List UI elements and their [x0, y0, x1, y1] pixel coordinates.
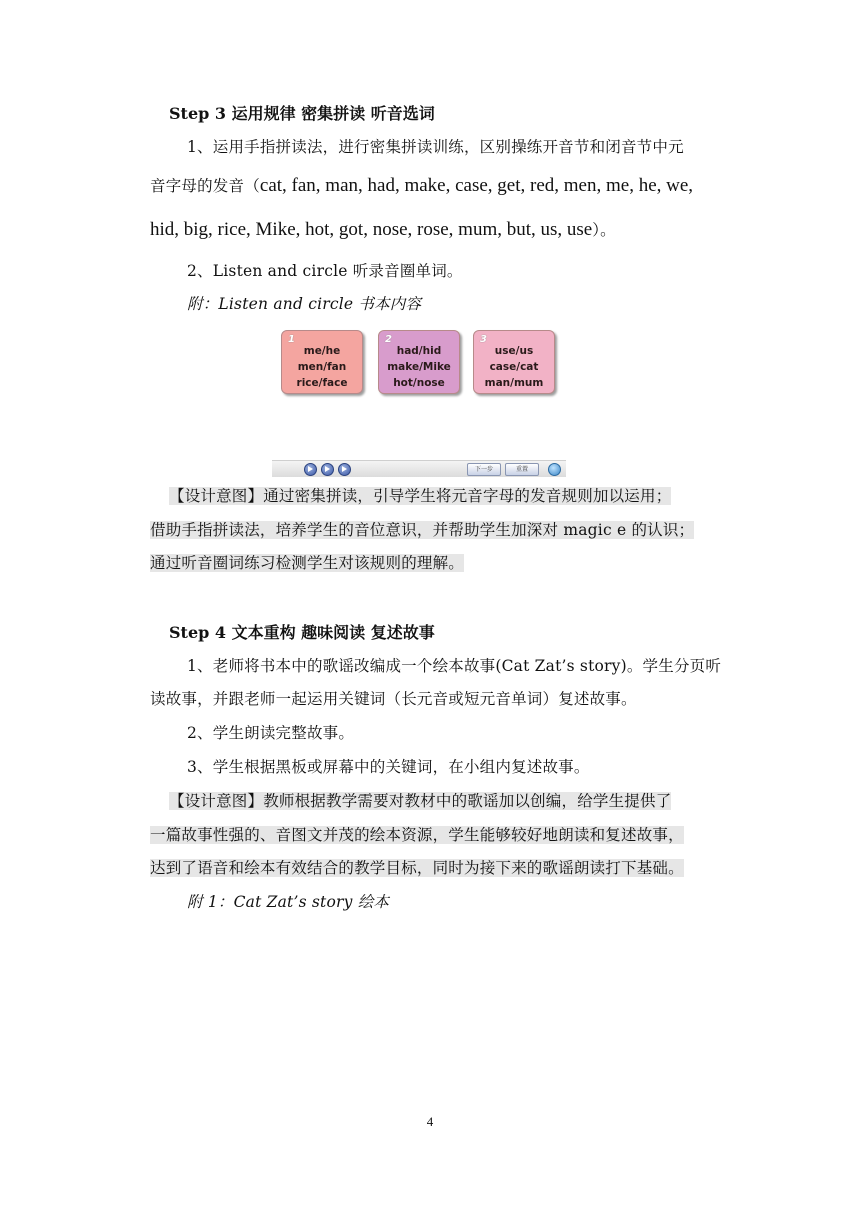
step3-word-list-1: cat, fan, man, had, make, case, get, red, men, me, he, we,: [259, 175, 694, 196]
card-word-pair[interactable]: me/he: [303, 345, 341, 357]
step4-paragraph2: 2、学生朗读完整故事。: [187, 724, 355, 742]
card-word-pair[interactable]: rice/face: [296, 377, 348, 389]
forward-button[interactable]: [338, 463, 351, 476]
design-intent-4-line2: 一篇故事性强的、音图文并茂的绘本资源，学生能够较好地朗读和复述故事，: [150, 826, 684, 844]
word-card-1[interactable]: [281, 330, 363, 394]
step3-paragraph1-line3: [150, 218, 616, 241]
design-intent-3-line1: 【设计意图】通过密集拼读，引导学生将元音字母的发音规则加以运用；: [169, 487, 672, 505]
audio-player-bar: [272, 460, 566, 477]
step3-paragraph1-line2: [150, 174, 693, 197]
step3-paragraph2: 2、Listen and circle 听录音圈单词。: [187, 262, 463, 280]
page-number: 4: [426, 1114, 434, 1129]
card-word-pair[interactable]: use/us: [494, 345, 534, 357]
step3-attachment-caption: 附：Listen and circle 书本内容: [187, 295, 422, 313]
design-intent-3-line2: 借助手指拼读法，培养学生的音位意识，并帮助学生加深对 magic e 的认识；: [150, 521, 695, 539]
card-number: 2: [385, 334, 392, 345]
word-card-3[interactable]: [473, 330, 555, 394]
reset-button[interactable]: 重置: [505, 463, 539, 476]
rewind-button[interactable]: [304, 463, 317, 476]
card-word-pair[interactable]: men/fan: [297, 361, 347, 373]
card-word-pair[interactable]: man/mum: [484, 377, 544, 389]
help-icon[interactable]: [548, 463, 561, 476]
step4-heading: Step 4 文本重构 趣味阅读 复述故事: [169, 623, 435, 642]
card-word-pair[interactable]: had/hid: [396, 345, 442, 357]
card-word-pair[interactable]: case/cat: [489, 361, 539, 373]
design-intent-4-line3: 达到了语音和绘本有效结合的教学目标，同时为接下来的歌谣朗读打下基础。: [150, 859, 684, 877]
card-number: 1: [288, 334, 295, 345]
step4-attachment-caption: 附 1：Cat Zat’s story 绘本: [187, 893, 390, 911]
step4-paragraph1-line2: 读故事，并跟老师一起运用关键词（长元音或短元音单词）复述故事。: [150, 690, 637, 708]
step3-heading: Step 3 运用规律 密集拼读 听音选词: [169, 104, 435, 123]
card-word-pair[interactable]: hot/nose: [393, 377, 445, 389]
step3-line3-end: ）。: [592, 221, 616, 239]
play-button[interactable]: [321, 463, 334, 476]
step4-paragraph3: 3、学生根据黑板或屏幕中的关键词，在小组内复述故事。: [187, 758, 590, 776]
step3-word-list-2: hid, big, rice, Mike, hot, got, nose, rose, mum, but, us, use: [150, 219, 593, 240]
step3-line2-chinese: 音字母的发音（: [150, 177, 260, 195]
design-intent-4-line1: 【设计意图】教师根据教学需要对教材中的歌谣加以创编，给学生提供了: [169, 792, 672, 810]
card-word-pair[interactable]: make/Mike: [387, 361, 451, 373]
next-step-button[interactable]: 下一步: [467, 463, 501, 476]
card-number: 3: [480, 334, 487, 345]
step3-paragraph1-line1: 1、运用手指拼读法，进行密集拼读训练，区别操练开音节和闭音节中元: [187, 138, 684, 156]
design-intent-3-line3: 通过听音圈词练习检测学生对该规则的理解。: [150, 554, 465, 572]
step4-paragraph1-line1: 1、老师将书本中的歌谣改编成一个绘本故事(Cat Zat’s story)。学生分页听: [187, 657, 722, 675]
word-card-2[interactable]: [378, 330, 460, 394]
